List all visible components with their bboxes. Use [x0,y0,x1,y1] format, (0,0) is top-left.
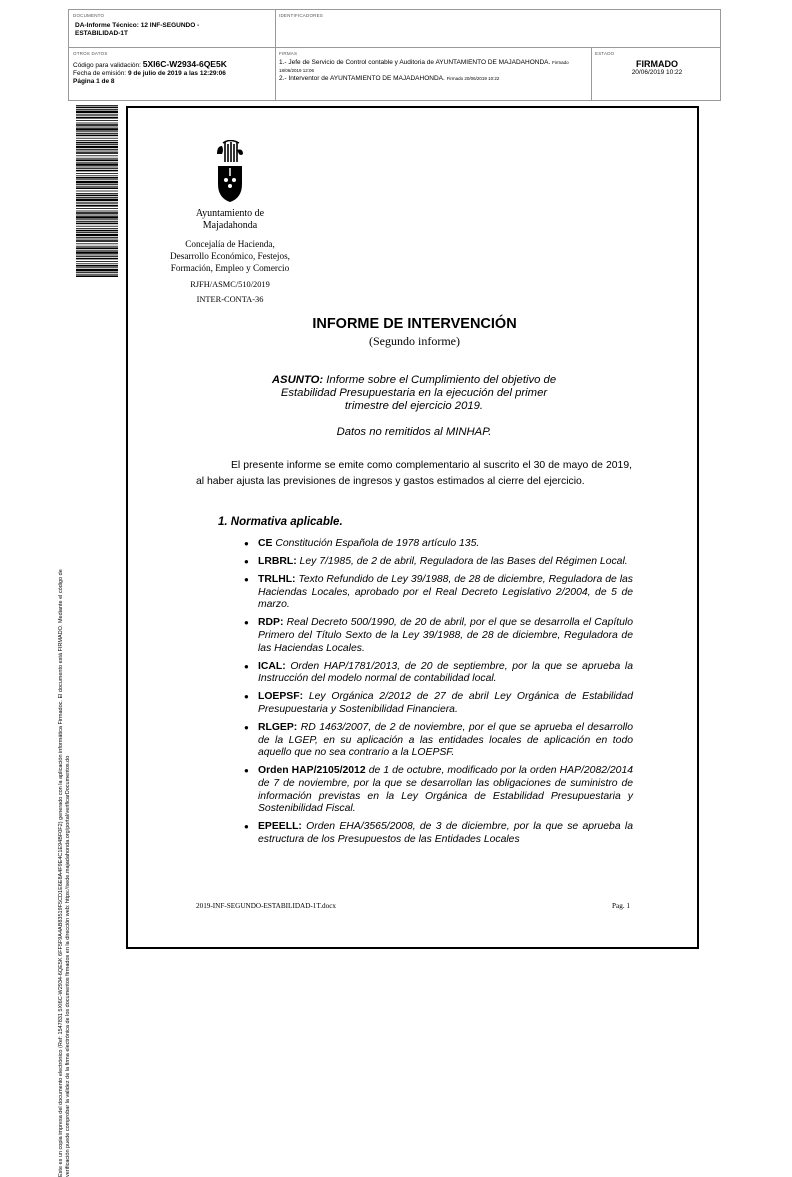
intro-paragraph: El presente informe se emite como complementario al suscrito el 30 de mayo de 2019, al haber ajusta las previsiones de ingresos y gastos estimados al cierre del ejercicio. [196,460,632,487]
section-heading-1: 1. Normativa aplicable. [218,516,343,528]
verification-sidebar [58,317,72,1177]
item-term: LRBRL: [258,556,297,568]
item-term: Orden HAP/2105/2012 [258,765,366,777]
fecha-prefix: Fecha de emisión: [73,70,127,77]
item-description: Real Decreto 500/1990, de 20 de abril, por el que se desarrolla el Capítulo Primero del Título Sexto de la Ley 39/1988, de 28 de diciembre, Reguladora de las Haciendas Locales. [258,617,633,654]
dept-line-2: Desarrollo Económico, Festejos, [170,251,290,261]
otros-datos-label: OTROS DATOS [73,51,108,56]
item-description: Orden EHA/3565/2008, de 3 de diciembre, por la que se aprueba la estructura de los Presupuestos de las Entidades Locales [258,821,633,845]
asunto-line-2: Estabilidad Presupuestaria en la ejecución del primer [280,387,548,399]
estado-label: ESTADO [595,51,615,56]
firma-1-date: Firmado 18/06/2019 12:06 [279,60,569,73]
estado-value: FIRMADO [636,59,678,69]
asunto-block [264,374,564,413]
asunto-line-3: trimestre del ejercicio 2019. [344,400,484,412]
bullet-icon: ● [244,575,249,585]
bullet-icon: ● [244,618,249,628]
item-term: RDP: [258,617,284,629]
list-item [228,821,633,846]
item-term: EPEELL: [258,821,302,833]
item-term: RLGEP: [258,722,298,734]
signature-header [68,9,721,101]
dept-line-3: Formación, Empleo y Comercio [170,263,290,273]
item-term: ICAL: [258,660,286,672]
sidebar-line-1: Este es un copia impresa del documento electrónico (Ref: 1547831 5XI6C-W2934-6QE5K 6FF5F9A4AB83519F5CD1E6E8A4F9E4C1E94BF0F2) generado con la aplicación informática Firmadoc. El documento está FIRMADO. Mediante el código de [58,569,64,1177]
reference-2: INTER-CONTA-36 [196,295,264,304]
list-item [228,722,633,760]
sidebar-line-2: verificación puede comprobar la validez de la firma electrónica de los documentos firmados en la dirección web: https://sede.majadahonda.org/portal/verificarDocumentos.do [65,755,71,1177]
bullet-icon: ● [244,766,249,776]
item-term: LOEPSF: [258,691,304,703]
item-description: Constitución Española de 1978 artículo 135. [272,538,480,549]
list-item [228,574,633,612]
codigo-value: 5XI6C-W2934-6QE5K [142,59,227,69]
list-item [228,765,633,815]
bullet-icon: ● [244,539,249,548]
normativa-list [228,538,633,852]
bullet-icon: ● [244,692,249,702]
reference-1: RJFH/ASMC/510/2019 [190,280,270,289]
estado-date: 20/06/2019 10:22 [631,69,683,76]
ayuntamiento-name [155,208,305,232]
asunto-line-1: Informe sobre el Cumplimiento del objetivo de [326,374,557,386]
doc-subtitle: (Segundo informe) [369,334,460,348]
documento-label: DOCUMENTO [73,13,105,18]
identificadores-label: IDENTIFICADORES [279,13,324,18]
documento-value: DA-Informe Técnico: 12 INF-SEGUNDO -ESTABILIDAD-1T [75,22,200,37]
list-item [228,538,633,551]
item-description: Ley Orgánica 2/2012 de 27 de abril Ley Orgánica de Estabilidad Presupuestaria y Sostenibilidad Financiera. [258,691,633,716]
item-term: TRLHL: [258,574,296,586]
doc-title: INFORME DE INTERVENCIÓN [312,316,517,332]
pagina-count: Página 1 de 8 [73,78,115,85]
codigo-prefix: Código para validación: [73,62,141,69]
dept-line-1: Concejalía de Hacienda, [185,239,275,249]
item-description: RD 1463/2007, de 2 de noviembre, por el que se aprueba el desarrollo de la LGEP, en su aplicación a las entidades locales de aplicación en todo aquello que no sea contrario a la LOEPSF. [258,722,633,759]
list-item [228,617,633,655]
list-item [228,661,633,686]
barcode [76,105,118,277]
org-line-2: Majadahonda [202,220,258,231]
majadahonda-crest-icon [215,140,245,204]
list-item [228,691,633,716]
item-description: Orden HAP/1781/2013, de 20 de septiembre, por la que se aprueba la Instrucción del modelo normal de contabilidad local. [258,660,633,685]
firma-2-date: Firmado 20/06/2019 10:22 [446,76,500,81]
item-description: de 1 de octubre, modificado por la orden HAP/2082/2014 de 7 de noviembre, por la que se desarrollan las obligaciones de suministro de información previstas en la Ley Orgánica de Estabilidad Presupuestaria y Sostenibilidad Fiscal. [258,765,634,815]
concejalia [155,238,305,274]
footer-filename: 2019-INF-SEGUNDO-ESTABILIDAD-1T.docx [196,902,337,910]
bullet-icon: ● [244,661,249,671]
datos-note: Datos no remitidos al MINHAP. [336,426,492,438]
item-description: Ley 7/1985, de 2 de abril, Reguladora de las Bases del Régimen Local. [296,556,628,568]
footer-page: Pag. 1 [612,902,630,910]
bullet-icon: ● [244,723,249,733]
document-page [126,106,699,949]
bullet-icon: ● [244,557,249,567]
bullet-icon: ● [244,822,249,832]
list-item [228,556,633,569]
firmas-label: FIRMAS [279,51,298,56]
item-description: Texto Refundido de Ley 39/1988, de 28 de diciembre, Reguladora de las Haciendas Locales, aprobado por el Real Decreto Legislativo 2/2004, de 5 de marzo. [258,574,633,611]
firma-1: 1.- Jefe de Servicio de Control contable y Auditoria de AYUNTAMIENTO DE MAJADAHONDA. [279,59,551,66]
item-term: CE [258,538,273,549]
firma-2: 2.- Interventor de AYUNTAMIENTO DE MAJADAHONDA. [279,75,445,82]
fecha-value: 9 de julio de 2019 a las 12:29:06 [127,70,226,77]
asunto-label: ASUNTO: [271,374,324,386]
org-line-1: Ayuntamiento de [195,208,265,219]
